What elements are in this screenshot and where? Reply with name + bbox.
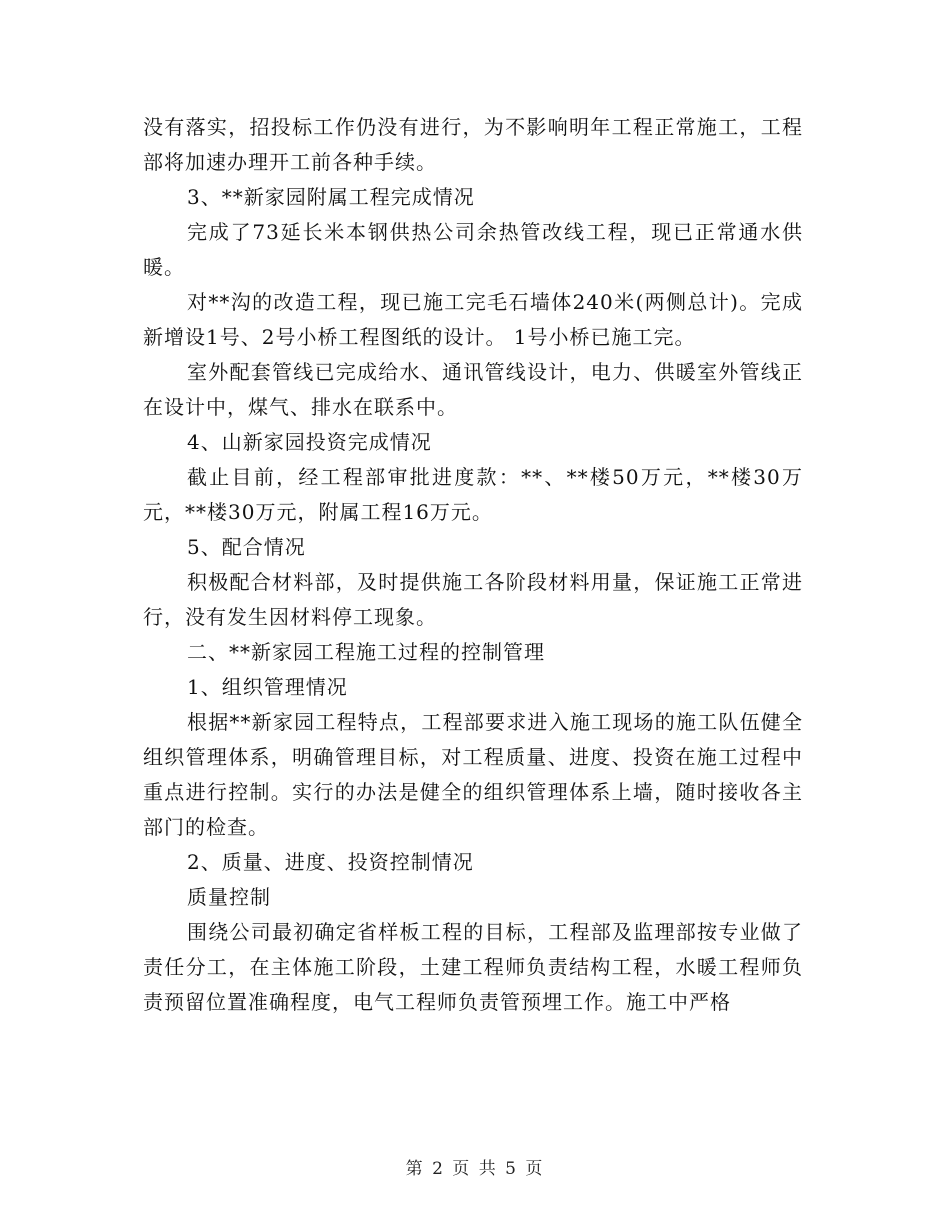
paragraph: 完成了73延长米本钢供热公司余热管改线工程，现已正常通水供暖。	[143, 220, 803, 279]
document-body	[143, 110, 803, 1020]
paragraph: 对**沟的改造工程，现已施工完毛石墙体240米(两侧总计)。完成新增设1号、2号小桥工程图纸的设计。 1号小桥已施工完。	[143, 290, 803, 349]
paragraph: 截止目前，经工程部审批进度款：**、**楼50万元，**楼30万元，**楼30万元，附属工程16万元。	[143, 465, 803, 524]
paragraph: 根据**新家园工程特点，工程部要求进入施工现场的施工队伍健全组织管理体系，明确管理目标，对工程质量、进度、投资在施工过程中重点进行控制。实行的办法是健全的组织管理体系上墙，随时接收各主部门的检查。	[143, 710, 803, 839]
paragraph: 没有落实，招投标工作仍没有进行，为不影响明年工程正常施工，工程部将加速办理开工前各种手续。	[143, 115, 803, 174]
page-number-footer: 第 2 页 共 5 页	[405, 1159, 545, 1179]
paragraph: 积极配合材料部，及时提供施工各阶段材料用量，保证施工正常进行，没有发生因材料停工现象。	[143, 570, 803, 629]
paragraph: 室外配套管线已完成给水、通讯管线设计，电力、供暖室外管线正在设计中，煤气、排水在联系中。	[143, 360, 803, 419]
section-heading: 5、配合情况	[187, 535, 306, 559]
paragraph: 围绕公司最初确定省样板工程的目标，工程部及监理部按专业做了责任分工，在主体施工阶段，土建工程师负责结构工程，水暖工程师负责预留位置准确程度，电气工程师负责管预埋工作。施工中严格	[143, 920, 803, 1014]
chapter-heading: 二、**新家园工程施工过程的控制管理	[187, 640, 545, 664]
section-heading: 3、**新家园附属工程完成情况	[187, 185, 475, 209]
section-heading: 4、山新家园投资完成情况	[187, 430, 432, 454]
subsection-heading: 质量控制	[187, 885, 271, 909]
section-heading: 1、组织管理情况	[187, 675, 348, 699]
section-heading: 2、质量、进度、投资控制情况	[187, 850, 474, 874]
